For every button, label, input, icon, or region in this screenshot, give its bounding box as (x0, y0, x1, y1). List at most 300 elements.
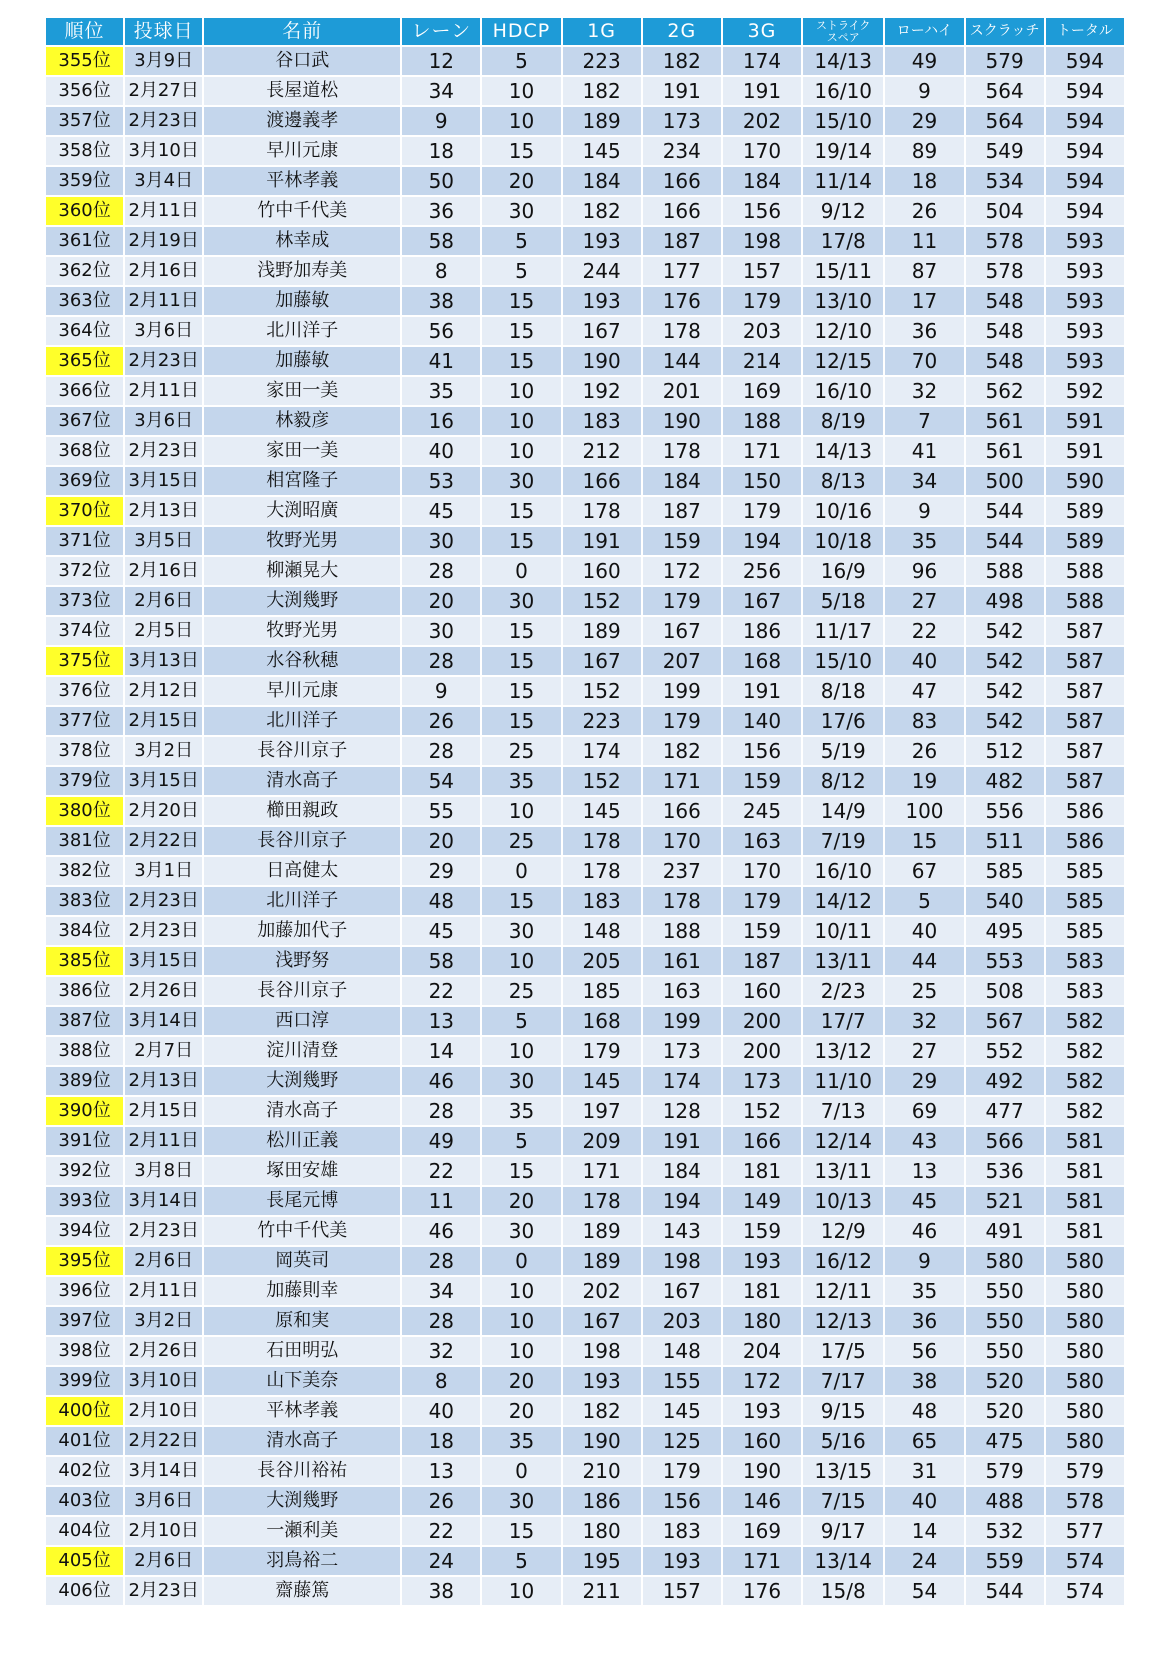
hdcp-cell: 10 (482, 1337, 560, 1365)
name-cell: 加藤加代子 (204, 917, 400, 945)
game2-cell: 178 (643, 437, 721, 465)
game3-cell: 157 (723, 257, 801, 285)
strike-spare-cell: 13/12 (803, 1037, 883, 1065)
date-cell: 2月26日 (125, 1337, 202, 1365)
rank-cell: 382位 (46, 857, 123, 885)
total-cell: 585 (1046, 917, 1124, 945)
game1-cell: 198 (563, 1337, 641, 1365)
table-row (46, 137, 1124, 165)
rank-cell: 401位 (46, 1427, 123, 1455)
table-row (46, 227, 1124, 255)
total-cell: 586 (1046, 827, 1124, 855)
table-row (46, 1127, 1124, 1155)
game3-cell: 204 (723, 1337, 801, 1365)
game1-cell: 180 (563, 1517, 641, 1545)
lowhigh-cell: 18 (885, 167, 963, 195)
table-row (46, 347, 1124, 375)
game1-cell: 178 (563, 827, 641, 855)
game2-cell: 237 (643, 857, 721, 885)
name-cell: 西口淳 (204, 1007, 400, 1035)
total-cell: 594 (1046, 197, 1124, 225)
total-cell: 580 (1046, 1247, 1124, 1275)
lowhigh-cell: 36 (885, 317, 963, 345)
name-cell: 牧野光男 (204, 617, 400, 645)
lowhigh-cell: 46 (885, 1217, 963, 1245)
name-cell: 長谷川裕祐 (204, 1457, 400, 1485)
table-row (46, 1487, 1124, 1515)
game3-cell: 146 (723, 1487, 801, 1515)
game3-cell: 173 (723, 1067, 801, 1095)
scratch-cell: 477 (966, 1097, 1044, 1125)
lowhigh-cell: 83 (885, 707, 963, 735)
date-cell: 3月14日 (125, 1457, 202, 1485)
game2-cell: 173 (643, 1037, 721, 1065)
rank-cell: 376位 (46, 677, 123, 705)
lane-cell: 58 (402, 227, 480, 255)
date-cell: 3月6日 (125, 317, 202, 345)
strike-spare-cell: 9/15 (803, 1397, 883, 1425)
strike-spare-cell: 8/18 (803, 677, 883, 705)
table-row (46, 1007, 1124, 1035)
total-cell: 594 (1046, 167, 1124, 195)
scratch-cell: 542 (966, 617, 1044, 645)
game1-cell: 193 (563, 227, 641, 255)
lowhigh-cell: 22 (885, 617, 963, 645)
game1-cell: 178 (563, 1187, 641, 1215)
name-cell: 平林孝義 (204, 167, 400, 195)
scratch-cell: 491 (966, 1217, 1044, 1245)
name-cell: 林毅彦 (204, 407, 400, 435)
lane-cell: 58 (402, 947, 480, 975)
lowhigh-cell: 87 (885, 257, 963, 285)
lowhigh-cell: 40 (885, 1487, 963, 1515)
rank-cell: 394位 (46, 1217, 123, 1245)
game3-cell: 166 (723, 1127, 801, 1155)
hdcp-cell: 15 (482, 617, 560, 645)
game1-cell: 182 (563, 1397, 641, 1425)
total-cell: 582 (1046, 1007, 1124, 1035)
date-cell: 3月6日 (125, 407, 202, 435)
table-row (46, 437, 1124, 465)
total-cell: 581 (1046, 1157, 1124, 1185)
total-cell: 594 (1046, 77, 1124, 105)
table-row (46, 767, 1124, 795)
game3-cell: 193 (723, 1247, 801, 1275)
scratch-cell: 542 (966, 677, 1044, 705)
scratch-cell: 580 (966, 1247, 1044, 1275)
table-row (46, 677, 1124, 705)
game2-cell: 179 (643, 587, 721, 615)
lowhigh-cell: 89 (885, 137, 963, 165)
date-cell: 2月11日 (125, 1277, 202, 1305)
date-cell: 2月20日 (125, 797, 202, 825)
game1-cell: 152 (563, 767, 641, 795)
game2-cell: 201 (643, 377, 721, 405)
game2-cell: 177 (643, 257, 721, 285)
hdcp-cell: 10 (482, 1577, 560, 1605)
game3-cell: 187 (723, 947, 801, 975)
lowhigh-cell: 38 (885, 1367, 963, 1395)
strike-spare-cell: 7/13 (803, 1097, 883, 1125)
scratch-cell: 553 (966, 947, 1044, 975)
strike-spare-cell: 7/15 (803, 1487, 883, 1515)
date-cell: 3月4日 (125, 167, 202, 195)
game1-cell: 145 (563, 1067, 641, 1095)
name-cell: 日高健太 (204, 857, 400, 885)
hdcp-cell: 20 (482, 1367, 560, 1395)
game3-cell: 202 (723, 107, 801, 135)
table-row (46, 497, 1124, 525)
total-cell: 593 (1046, 257, 1124, 285)
game2-cell: 156 (643, 1487, 721, 1515)
lane-cell: 41 (402, 347, 480, 375)
header-row (46, 18, 1124, 45)
hdcp-cell: 0 (482, 1247, 560, 1275)
table-row (46, 1547, 1124, 1575)
game1-cell: 244 (563, 257, 641, 285)
game2-cell: 176 (643, 287, 721, 315)
table-row (46, 1577, 1124, 1605)
table-row (46, 407, 1124, 435)
scratch-cell: 578 (966, 257, 1044, 285)
hdcp-cell: 10 (482, 1277, 560, 1305)
rank-cell: 403位 (46, 1487, 123, 1515)
game2-cell: 191 (643, 1127, 721, 1155)
game3-cell: 181 (723, 1277, 801, 1305)
strike-spare-cell: 10/18 (803, 527, 883, 555)
scratch-cell: 544 (966, 527, 1044, 555)
lowhigh-cell: 35 (885, 1277, 963, 1305)
name-cell: 長谷川京子 (204, 737, 400, 765)
hdcp-cell: 35 (482, 1427, 560, 1455)
game1-cell: 197 (563, 1097, 641, 1125)
rank-cell: 377位 (46, 707, 123, 735)
scratch-cell: 542 (966, 707, 1044, 735)
table-row (46, 917, 1124, 945)
total-cell: 585 (1046, 857, 1124, 885)
lane-cell: 13 (402, 1007, 480, 1035)
game2-cell: 145 (643, 1397, 721, 1425)
lowhigh-cell: 26 (885, 197, 963, 225)
scratch-cell: 566 (966, 1127, 1044, 1155)
date-cell: 3月10日 (125, 1367, 202, 1395)
game3-cell: 176 (723, 1577, 801, 1605)
lane-cell: 40 (402, 1397, 480, 1425)
lane-cell: 38 (402, 287, 480, 315)
game3-cell: 140 (723, 707, 801, 735)
rank-cell: 402位 (46, 1457, 123, 1485)
rank-cell: 368位 (46, 437, 123, 465)
rank-cell: 395位 (46, 1247, 123, 1275)
header-date: 投球日 (125, 18, 202, 45)
rank-cell: 373位 (46, 587, 123, 615)
table-row (46, 467, 1124, 495)
header-game2: 2G (643, 18, 721, 45)
date-cell: 2月11日 (125, 1127, 202, 1155)
lane-cell: 32 (402, 1337, 480, 1365)
total-cell: 587 (1046, 707, 1124, 735)
game1-cell: 167 (563, 647, 641, 675)
lowhigh-cell: 65 (885, 1427, 963, 1455)
game2-cell: 234 (643, 137, 721, 165)
scratch-cell: 542 (966, 647, 1044, 675)
name-cell: 長尾元博 (204, 1187, 400, 1215)
game3-cell: 194 (723, 527, 801, 555)
lane-cell: 46 (402, 1067, 480, 1095)
lowhigh-cell: 26 (885, 737, 963, 765)
name-cell: 家田一美 (204, 377, 400, 405)
date-cell: 2月16日 (125, 257, 202, 285)
lowhigh-cell: 44 (885, 947, 963, 975)
rank-cell: 406位 (46, 1577, 123, 1605)
table-row (46, 1067, 1124, 1095)
lane-cell: 22 (402, 1157, 480, 1185)
lane-cell: 40 (402, 437, 480, 465)
scratch-cell: 562 (966, 377, 1044, 405)
lowhigh-cell: 41 (885, 437, 963, 465)
game3-cell: 186 (723, 617, 801, 645)
name-cell: 林幸成 (204, 227, 400, 255)
lane-cell: 46 (402, 1217, 480, 1245)
strike-spare-cell: 12/11 (803, 1277, 883, 1305)
scratch-cell: 540 (966, 887, 1044, 915)
rank-cell: 361位 (46, 227, 123, 255)
name-cell: 櫛田親政 (204, 797, 400, 825)
hdcp-cell: 10 (482, 377, 560, 405)
lowhigh-cell: 35 (885, 527, 963, 555)
date-cell: 2月23日 (125, 1217, 202, 1245)
game2-cell: 207 (643, 647, 721, 675)
table-row (46, 1397, 1124, 1425)
total-cell: 593 (1046, 287, 1124, 315)
game3-cell: 168 (723, 647, 801, 675)
game3-cell: 167 (723, 587, 801, 615)
name-cell: 浅野加寿美 (204, 257, 400, 285)
rank-cell: 405位 (46, 1547, 123, 1575)
strike-spare-cell: 12/10 (803, 317, 883, 345)
lowhigh-cell: 24 (885, 1547, 963, 1575)
scratch-cell: 488 (966, 1487, 1044, 1515)
scratch-cell: 482 (966, 767, 1044, 795)
lowhigh-cell: 29 (885, 1067, 963, 1095)
scratch-cell: 504 (966, 197, 1044, 225)
total-cell: 587 (1046, 647, 1124, 675)
rank-cell: 381位 (46, 827, 123, 855)
rank-cell: 367位 (46, 407, 123, 435)
game3-cell: 152 (723, 1097, 801, 1125)
strike-spare-cell: 13/10 (803, 287, 883, 315)
hdcp-cell: 0 (482, 1457, 560, 1485)
strike-spare-cell: 15/10 (803, 107, 883, 135)
name-cell: 加藤則幸 (204, 1277, 400, 1305)
lowhigh-cell: 11 (885, 227, 963, 255)
game1-cell: 160 (563, 557, 641, 585)
name-cell: 清水高子 (204, 767, 400, 795)
game1-cell: 168 (563, 1007, 641, 1035)
strike-spare-cell: 16/12 (803, 1247, 883, 1275)
game2-cell: 157 (643, 1577, 721, 1605)
game1-cell: 191 (563, 527, 641, 555)
lowhigh-cell: 48 (885, 1397, 963, 1425)
game2-cell: 199 (643, 677, 721, 705)
table-row (46, 47, 1124, 75)
scratch-cell: 567 (966, 1007, 1044, 1035)
scratch-cell: 550 (966, 1277, 1044, 1305)
name-cell: 石田明弘 (204, 1337, 400, 1365)
hdcp-cell: 30 (482, 197, 560, 225)
total-cell: 581 (1046, 1127, 1124, 1155)
game1-cell: 185 (563, 977, 641, 1005)
ranking-table (44, 16, 1126, 1607)
date-cell: 3月15日 (125, 767, 202, 795)
hdcp-cell: 10 (482, 107, 560, 135)
lane-cell: 28 (402, 1247, 480, 1275)
game1-cell: 145 (563, 137, 641, 165)
date-cell: 2月23日 (125, 917, 202, 945)
game1-cell: 193 (563, 287, 641, 315)
hdcp-cell: 15 (482, 887, 560, 915)
hdcp-cell: 10 (482, 77, 560, 105)
name-cell: 長屋道松 (204, 77, 400, 105)
strike-spare-cell: 17/7 (803, 1007, 883, 1035)
lane-cell: 36 (402, 197, 480, 225)
table-row (46, 857, 1124, 885)
lowhigh-cell: 96 (885, 557, 963, 585)
game1-cell: 189 (563, 1247, 641, 1275)
hdcp-cell: 30 (482, 1487, 560, 1515)
name-cell: 松川正義 (204, 1127, 400, 1155)
date-cell: 2月7日 (125, 1037, 202, 1065)
lane-cell: 22 (402, 977, 480, 1005)
rank-cell: 389位 (46, 1067, 123, 1095)
lane-cell: 54 (402, 767, 480, 795)
game3-cell: 179 (723, 887, 801, 915)
game2-cell: 178 (643, 887, 721, 915)
date-cell: 3月2日 (125, 737, 202, 765)
date-cell: 2月23日 (125, 1577, 202, 1605)
game3-cell: 159 (723, 917, 801, 945)
name-cell: 岡英司 (204, 1247, 400, 1275)
lane-cell: 29 (402, 857, 480, 885)
hdcp-cell: 10 (482, 407, 560, 435)
header-total: トータル (1046, 18, 1124, 45)
lowhigh-cell: 9 (885, 77, 963, 105)
date-cell: 2月6日 (125, 1247, 202, 1275)
game1-cell: 152 (563, 587, 641, 615)
total-cell: 587 (1046, 767, 1124, 795)
game1-cell: 205 (563, 947, 641, 975)
name-cell: 竹中千代美 (204, 1217, 400, 1245)
name-cell: 大渕幾野 (204, 1067, 400, 1095)
header-scratch: スクラッチ (966, 18, 1044, 45)
lane-cell: 12 (402, 47, 480, 75)
game3-cell: 159 (723, 1217, 801, 1245)
game2-cell: 184 (643, 467, 721, 495)
game1-cell: 182 (563, 197, 641, 225)
game2-cell: 187 (643, 227, 721, 255)
game2-cell: 199 (643, 1007, 721, 1035)
game1-cell: 212 (563, 437, 641, 465)
name-cell: 柳瀬晃大 (204, 557, 400, 585)
game2-cell: 194 (643, 1187, 721, 1215)
table-row (46, 287, 1124, 315)
table-row (46, 1157, 1124, 1185)
date-cell: 2月23日 (125, 347, 202, 375)
total-cell: 594 (1046, 107, 1124, 135)
lowhigh-cell: 9 (885, 1247, 963, 1275)
game2-cell: 167 (643, 1277, 721, 1305)
lane-cell: 20 (402, 587, 480, 615)
game2-cell: 166 (643, 197, 721, 225)
scratch-cell: 475 (966, 1427, 1044, 1455)
game3-cell: 181 (723, 1157, 801, 1185)
table-row (46, 107, 1124, 135)
table-row (46, 737, 1124, 765)
total-cell: 593 (1046, 227, 1124, 255)
date-cell: 2月16日 (125, 557, 202, 585)
game3-cell: 198 (723, 227, 801, 255)
table-row (46, 1277, 1124, 1305)
game1-cell: 209 (563, 1127, 641, 1155)
game1-cell: 223 (563, 707, 641, 735)
game2-cell: 128 (643, 1097, 721, 1125)
hdcp-cell: 30 (482, 467, 560, 495)
scratch-cell: 579 (966, 1457, 1044, 1485)
scratch-cell: 579 (966, 47, 1044, 75)
rank-cell: 372位 (46, 557, 123, 585)
game1-cell: 189 (563, 1217, 641, 1245)
name-cell: 長谷川京子 (204, 827, 400, 855)
game3-cell: 179 (723, 497, 801, 525)
date-cell: 3月8日 (125, 1157, 202, 1185)
table-row (46, 167, 1124, 195)
table-row (46, 77, 1124, 105)
game3-cell: 180 (723, 1307, 801, 1335)
strike-spare-cell: 16/9 (803, 557, 883, 585)
lowhigh-cell: 17 (885, 287, 963, 315)
date-cell: 3月14日 (125, 1007, 202, 1035)
game1-cell: 166 (563, 467, 641, 495)
table-row (46, 377, 1124, 405)
hdcp-cell: 20 (482, 1397, 560, 1425)
hdcp-cell: 0 (482, 857, 560, 885)
strike-spare-cell: 7/19 (803, 827, 883, 855)
game2-cell: 159 (643, 527, 721, 555)
scratch-cell: 564 (966, 77, 1044, 105)
total-cell: 588 (1046, 587, 1124, 615)
total-cell: 582 (1046, 1067, 1124, 1095)
game2-cell: 170 (643, 827, 721, 855)
date-cell: 3月5日 (125, 527, 202, 555)
rank-cell: 363位 (46, 287, 123, 315)
game2-cell: 184 (643, 1157, 721, 1185)
name-cell: 清水高子 (204, 1097, 400, 1125)
strike-spare-cell: 17/5 (803, 1337, 883, 1365)
game2-cell: 174 (643, 1067, 721, 1095)
game2-cell: 148 (643, 1337, 721, 1365)
strike-spare-cell: 8/19 (803, 407, 883, 435)
hdcp-cell: 5 (482, 257, 560, 285)
game1-cell: 195 (563, 1547, 641, 1575)
scratch-cell: 578 (966, 227, 1044, 255)
name-cell: 早川元康 (204, 137, 400, 165)
hdcp-cell: 10 (482, 1307, 560, 1335)
rank-cell: 360位 (46, 197, 123, 225)
strike-spare-cell: 10/16 (803, 497, 883, 525)
date-cell: 3月2日 (125, 1307, 202, 1335)
game3-cell: 169 (723, 377, 801, 405)
lowhigh-cell: 27 (885, 587, 963, 615)
